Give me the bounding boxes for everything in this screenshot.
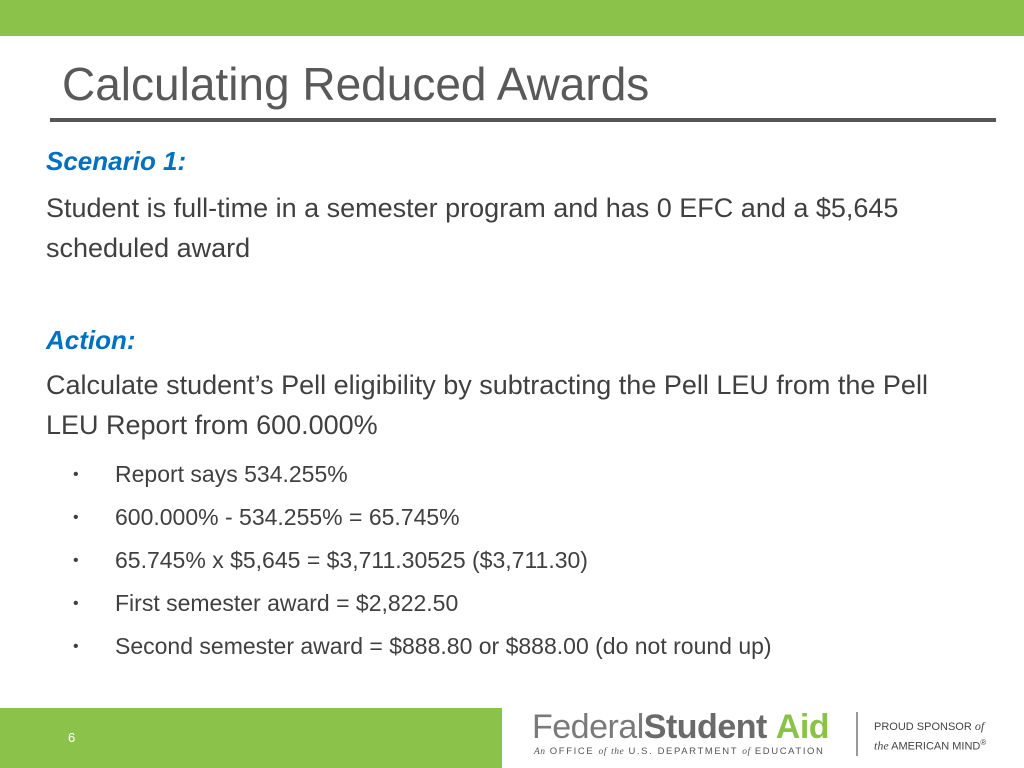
bullet-item — [73, 496, 986, 539]
action-text: Calculate student’s Pell eligibility by subtracting the Pell LEU from the Pell LEU Report from 600.000% — [46, 370, 928, 440]
scenario-heading: Scenario 1: — [46, 146, 187, 176]
slide-content — [46, 142, 986, 668]
top-green-bar — [0, 0, 1024, 36]
logo-tagline: An OFFICE of the U.S. DEPARTMENT of EDUCATION — [534, 746, 825, 757]
footer-green-band — [0, 708, 502, 768]
bullet-text: 600.000% - 534.255% = 65.745% — [115, 504, 460, 530]
title-underline — [50, 118, 996, 122]
bullet-text: Report says 534.255% — [115, 461, 348, 487]
bullet-dot-icon: • — [73, 552, 79, 569]
sponsor-text: PROUD SPONSOR of the AMERICAN MIND® — [874, 719, 987, 753]
page-number: 6 — [68, 730, 76, 745]
bullet-item — [73, 625, 986, 668]
action-heading: Action: — [46, 325, 136, 355]
bullet-dot-icon: • — [73, 509, 79, 526]
bullet-dot-icon: • — [73, 466, 79, 483]
bullet-dot-icon: • — [73, 638, 79, 655]
logo-wordmark: FederalStudent Aid — [532, 708, 830, 746]
logo-divider — [856, 712, 858, 756]
bullet-item — [73, 582, 986, 625]
calculation-bullet-list — [46, 453, 986, 668]
bullet-text: First semester award = $2,822.50 — [115, 590, 459, 616]
scenario-text: Student is full-time in a semester program and has 0 EFC and a $5,645 scheduled award — [46, 193, 899, 263]
bullet-item — [73, 453, 986, 496]
bullet-item — [73, 539, 986, 582]
bullet-text: 65.745% x $5,645 = $3,711.30525 ($3,711.30) — [115, 547, 588, 573]
bullet-dot-icon: • — [73, 595, 79, 612]
bullet-text: Second semester award = $888.80 or $888.00 (do not round up) — [115, 633, 772, 659]
slide-title: Calculating Reduced Awards — [62, 58, 650, 110]
